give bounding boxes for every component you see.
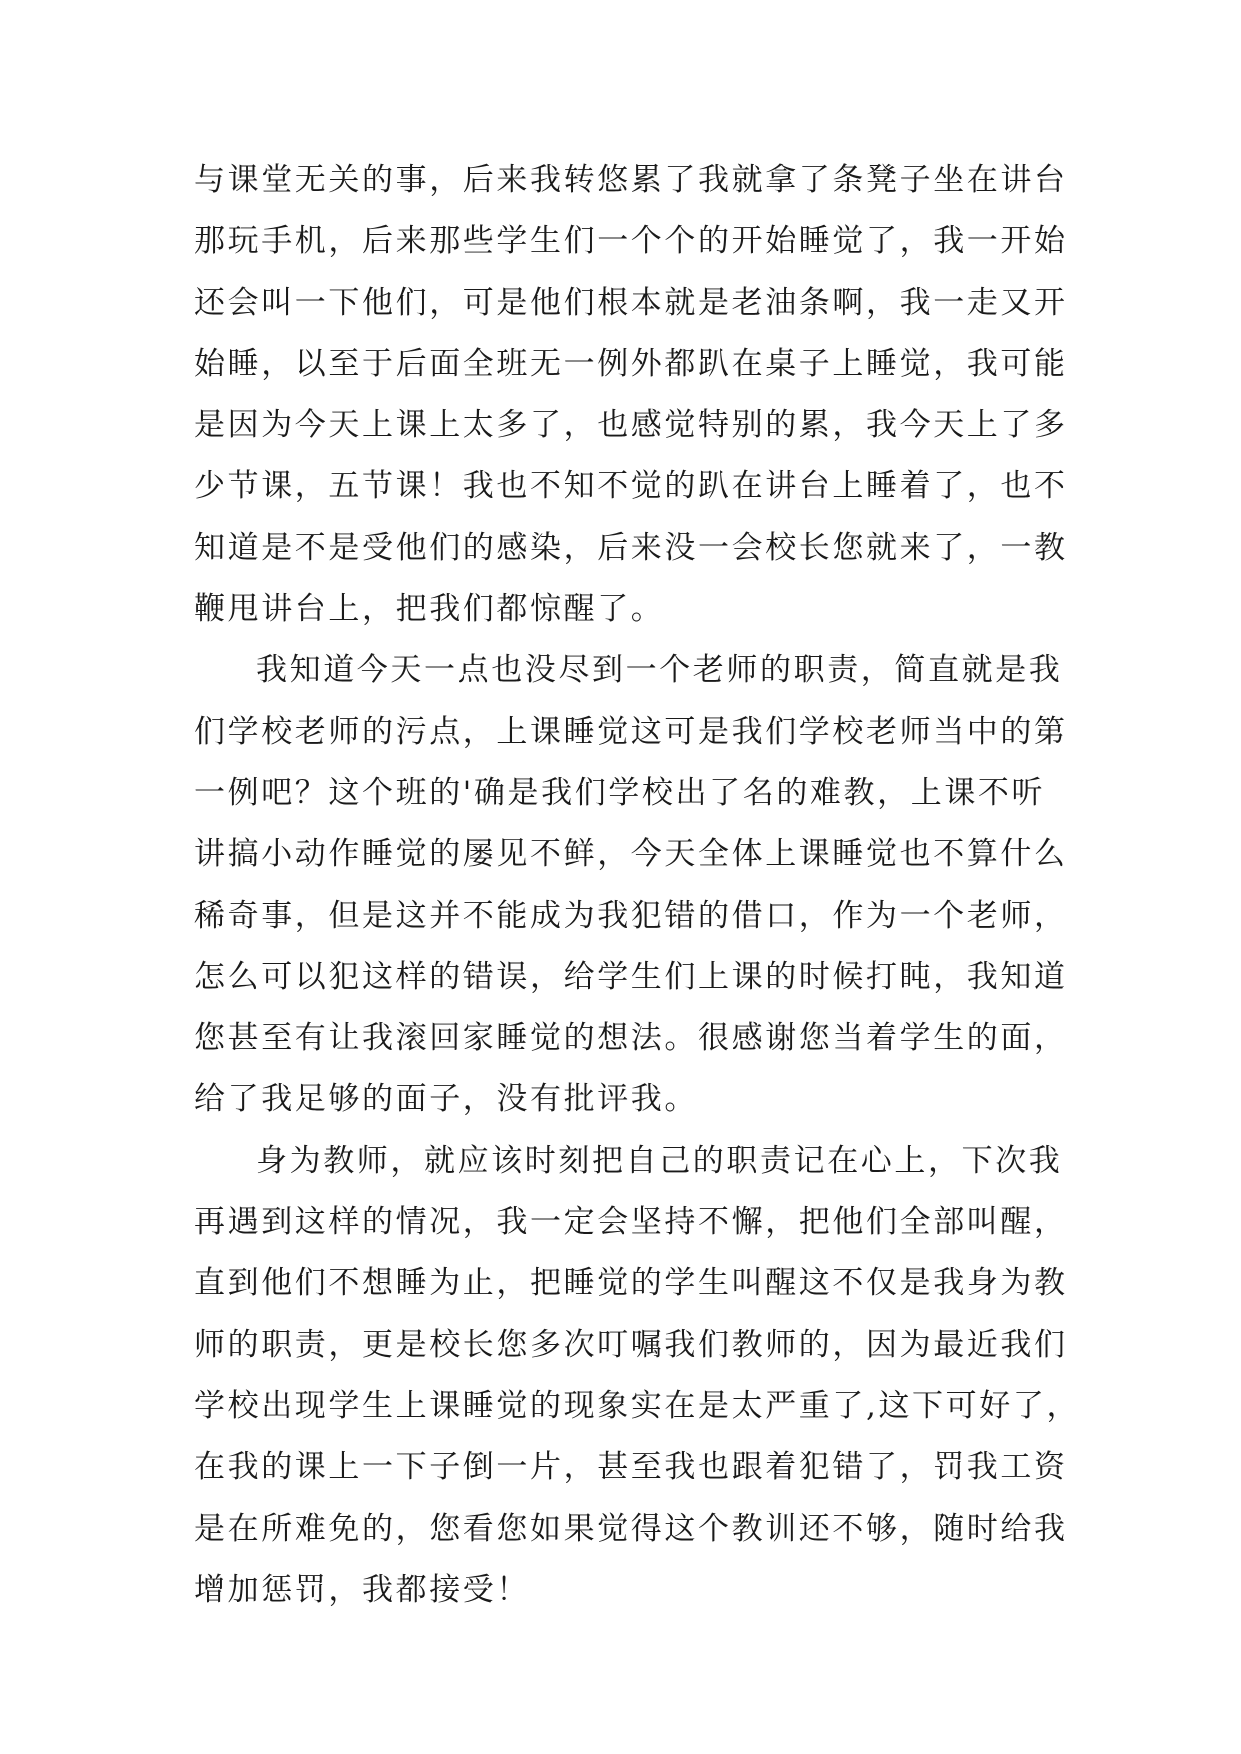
paragraph-line: 是在所难免的，您看您如果觉得这个教训还不够，随时给我 bbox=[194, 1510, 1068, 1547]
paragraph-line: 增加惩罚，我都接受！ bbox=[194, 1571, 530, 1608]
paragraph-1 bbox=[194, 150, 1074, 640]
paragraph-first-line: 身为教师，就应该时刻把自己的职责记在心上，下次我 bbox=[256, 1142, 1063, 1179]
paragraph-line: 您甚至有让我滚回家睡觉的想法。很感谢您当着学生的面， bbox=[194, 1020, 1068, 1057]
paragraph-line: 直到他们不想睡为止，把睡觉的学生叫醒这不仅是我身为教 bbox=[194, 1265, 1068, 1302]
paragraph-3 bbox=[194, 1131, 1081, 1621]
paragraph-line: 稀奇事，但是这并不能成为我犯错的借口，作为一个老师， bbox=[194, 897, 1068, 934]
paragraph-line: 给了我足够的面子，没有批评我。 bbox=[194, 1081, 698, 1118]
paragraph-line: 是因为今天上课上太多了，也感觉特别的累，我今天上了多 bbox=[194, 407, 1068, 444]
paragraph-2 bbox=[194, 640, 1074, 1130]
paragraph-line: 学校出现学生上课睡觉的现象实在是太严重了,这下可好了， bbox=[194, 1387, 1081, 1424]
paragraph-line: 少节课，五节课！我也不知不觉的趴在讲台上睡着了，也不 bbox=[194, 468, 1068, 505]
paragraph-line: 在我的课上一下子倒一片，甚至我也跟着犯错了，罚我工资 bbox=[194, 1449, 1068, 1486]
paragraph-line: 师的职责，更是校长您多次叮嘱我们教师的，因为最近我们 bbox=[194, 1326, 1068, 1363]
paragraph-line: 那玩手机，后来那些学生们一个个的开始睡觉了，我一开始 bbox=[194, 223, 1068, 260]
paragraph-line: 与课堂无关的事，后来我转悠累了我就拿了条凳子坐在讲台 bbox=[194, 162, 1068, 198]
paragraph-line: 再遇到这样的情况，我一定会坚持不懈，把他们全部叫醒， bbox=[194, 1204, 1068, 1241]
paragraph-line: 还会叫一下他们，可是他们根本就是老油条啊，我一走又开 bbox=[194, 284, 1068, 321]
paragraph-line: 始睡，以至于后面全班无一例外都趴在桌子上睡觉，我可能 bbox=[194, 345, 1068, 382]
paragraph-line: 怎么可以犯这样的错误，给学生们上课的时候打盹，我知道 bbox=[194, 958, 1068, 995]
paragraph-first-line: 我知道今天一点也没尽到一个老师的职责，简直就是我 bbox=[256, 652, 1063, 689]
paragraph-line: 鞭甩讲台上，把我们都惊醒了。 bbox=[194, 591, 665, 628]
document-page bbox=[194, 150, 1081, 1621]
paragraph-line: 们学校老师的污点，上课睡觉这可是我们学校老师当中的第 bbox=[194, 713, 1068, 750]
paragraph-line: 知道是不是受他们的感染，后来没一会校长您就来了，一教 bbox=[194, 529, 1068, 566]
paragraph-line: 讲搞小动作睡觉的屡见不鲜，今天全体上课睡觉也不算什么 bbox=[194, 836, 1068, 873]
paragraph-line: 一例吧？这个班的'确是我们学校出了名的难教，上课不听 bbox=[194, 774, 1046, 811]
